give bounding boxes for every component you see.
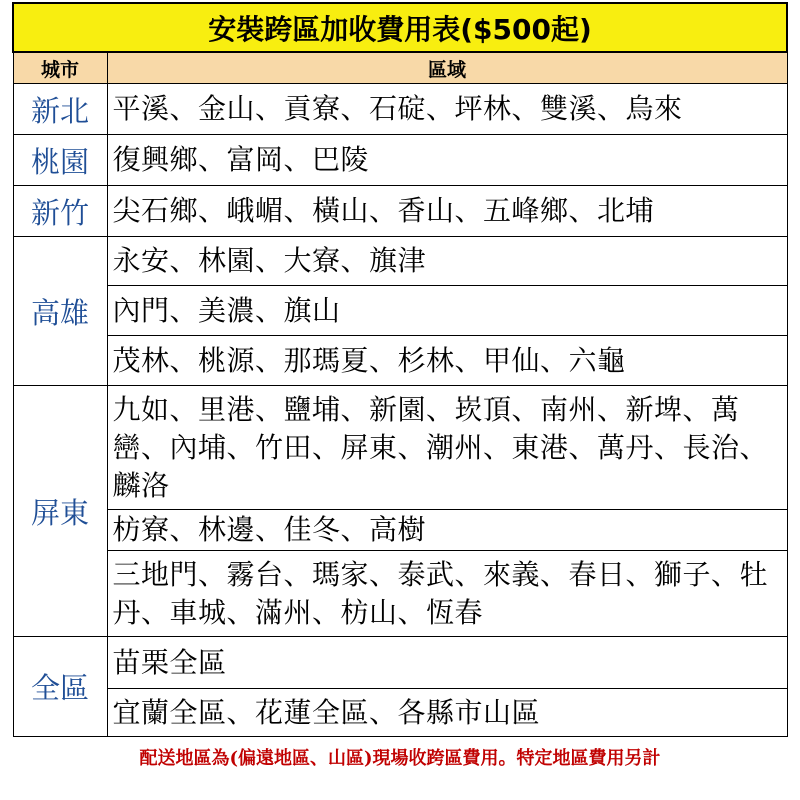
table-row [13,386,787,510]
header-area: 區域 [107,52,787,84]
area-list: 茂林、桃源、那瑪夏、杉林、甲仙、六龜 [107,336,787,386]
table-row [13,510,787,551]
city-kaohsiung: 高雄 [13,237,107,386]
table-row [13,637,787,689]
area-list: 永安、林園、大寮、旗津 [107,237,787,286]
table-row [13,551,787,637]
table-title: 安裝跨區加收費用表($500起) [13,3,787,52]
area-list: 內門、美濃、旗山 [107,286,787,336]
city-new-taipei: 新北 [13,84,107,135]
area-list: 宜蘭全區、花蓮全區、各縣市山區 [107,689,787,737]
surcharge-table [12,2,788,777]
area-list: 九如、里港、鹽埔、新園、崁頂、南州、新埤、萬巒、內埔、竹田、屏東、潮州、東港、萬丹、長治、麟洛 [107,386,787,510]
city-pingtung: 屏東 [13,386,107,637]
table-row [13,135,787,186]
city-all-regions: 全區 [13,637,107,737]
area-list: 枋寮、林邊、佳冬、高樹 [107,510,787,551]
area-list: 苗栗全區 [107,637,787,689]
table-row [13,286,787,336]
area-list: 平溪、金山、貢寮、石碇、坪林、雙溪、烏來 [107,84,787,135]
city-hsinchu: 新竹 [13,186,107,237]
area-list: 復興鄉、富岡、巴陵 [107,135,787,186]
footer-note: 配送地區為(偏遠地區、山區)現場收跨區費用。特定地區費用另計 [139,748,661,769]
table-row [13,336,787,386]
table-row [13,84,787,135]
table-row [13,689,787,737]
area-list: 三地門、霧台、瑪家、泰武、來義、春日、獅子、牡丹、車城、滿州、枋山、恆春 [107,551,787,637]
header-city: 城市 [13,52,107,84]
area-list: 尖石鄉、峨嵋、橫山、香山、五峰鄉、北埔 [107,186,787,237]
table-row [13,186,787,237]
table-row [13,237,787,286]
city-taoyuan: 桃園 [13,135,107,186]
